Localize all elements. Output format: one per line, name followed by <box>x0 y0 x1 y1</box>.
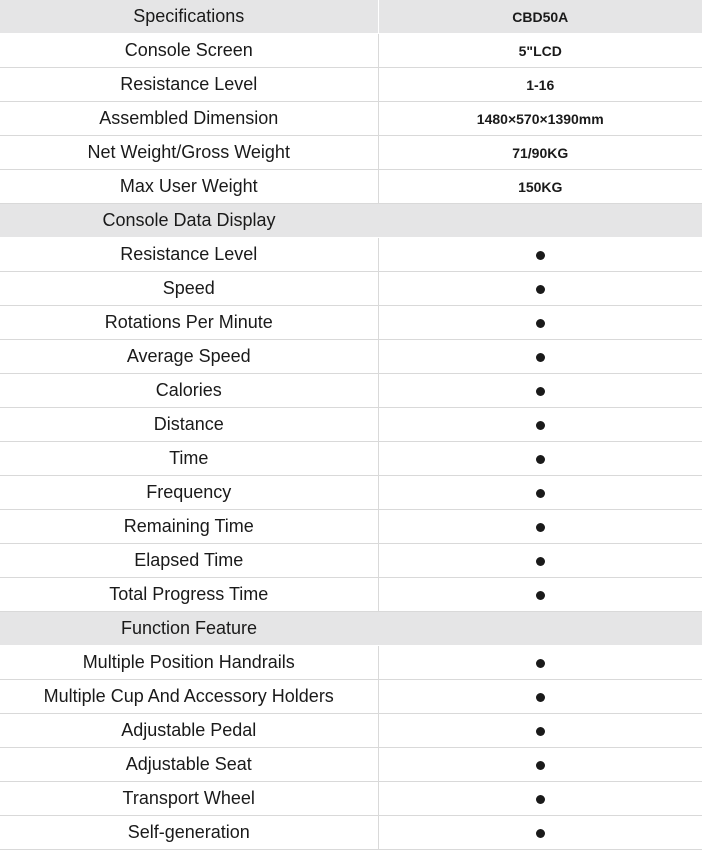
feature-label: Multiple Position Handrails <box>0 646 378 680</box>
table-row <box>0 816 702 850</box>
spec-value: 150KG <box>378 170 702 204</box>
feature-label: Transport Wheel <box>0 782 378 816</box>
table-row <box>0 68 702 102</box>
included-dot-icon <box>536 319 545 328</box>
table-row <box>0 34 702 68</box>
included-dot-icon <box>536 421 545 430</box>
spec-label: Resistance Level <box>0 68 378 102</box>
table-row <box>0 714 702 748</box>
table-row <box>0 442 702 476</box>
spec-label: Console Screen <box>0 34 378 68</box>
table-row <box>0 476 702 510</box>
function-feature-heading: Function Feature <box>0 612 378 646</box>
console-data-display-heading: Console Data Display <box>0 204 378 238</box>
table-row <box>0 782 702 816</box>
included-dot-icon <box>536 251 545 260</box>
spec-label: Max User Weight <box>0 170 378 204</box>
included-dot-icon <box>536 761 545 770</box>
table-row <box>0 340 702 374</box>
included-dot-icon <box>536 591 545 600</box>
feature-label: Time <box>0 442 378 476</box>
section-header-row <box>0 612 702 646</box>
table-header-row <box>0 0 702 34</box>
feature-label: Resistance Level <box>0 238 378 272</box>
feature-label: Elapsed Time <box>0 544 378 578</box>
table-row <box>0 510 702 544</box>
included-dot-icon <box>536 557 545 566</box>
table-row <box>0 136 702 170</box>
included-dot-icon <box>536 387 545 396</box>
specifications-heading: Specifications <box>0 0 378 34</box>
feature-label: Multiple Cup And Accessory Holders <box>0 680 378 714</box>
feature-label: Frequency <box>0 476 378 510</box>
feature-label: Total Progress Time <box>0 578 378 612</box>
feature-label: Self-generation <box>0 816 378 850</box>
table-row <box>0 306 702 340</box>
feature-label: Remaining Time <box>0 510 378 544</box>
model-name: CBD50A <box>378 0 702 34</box>
table-row <box>0 272 702 306</box>
spec-value: 5"LCD <box>378 34 702 68</box>
feature-label: Adjustable Seat <box>0 748 378 782</box>
table-row <box>0 646 702 680</box>
spec-value: 1-16 <box>378 68 702 102</box>
table-row <box>0 544 702 578</box>
table-row <box>0 238 702 272</box>
feature-label: Calories <box>0 374 378 408</box>
spec-label: Net Weight/Gross Weight <box>0 136 378 170</box>
table-row <box>0 748 702 782</box>
spec-label: Assembled Dimension <box>0 102 378 136</box>
spec-value: 71/90KG <box>378 136 702 170</box>
included-dot-icon <box>536 727 545 736</box>
included-dot-icon <box>536 489 545 498</box>
feature-label: Speed <box>0 272 378 306</box>
section-header-row <box>0 204 702 238</box>
table-row <box>0 102 702 136</box>
feature-label: Rotations Per Minute <box>0 306 378 340</box>
included-dot-icon <box>536 353 545 362</box>
included-dot-icon <box>536 829 545 838</box>
table-row <box>0 374 702 408</box>
included-dot-icon <box>536 795 545 804</box>
feature-label: Distance <box>0 408 378 442</box>
included-dot-icon <box>536 455 545 464</box>
included-dot-icon <box>536 693 545 702</box>
spec-value: 1480×570×1390mm <box>378 102 702 136</box>
feature-label: Adjustable Pedal <box>0 714 378 748</box>
included-dot-icon <box>536 523 545 532</box>
table-row <box>0 578 702 612</box>
table-row <box>0 680 702 714</box>
included-dot-icon <box>536 659 545 668</box>
table-row <box>0 408 702 442</box>
table-row <box>0 170 702 204</box>
included-dot-icon <box>536 285 545 294</box>
feature-label: Average Speed <box>0 340 378 374</box>
